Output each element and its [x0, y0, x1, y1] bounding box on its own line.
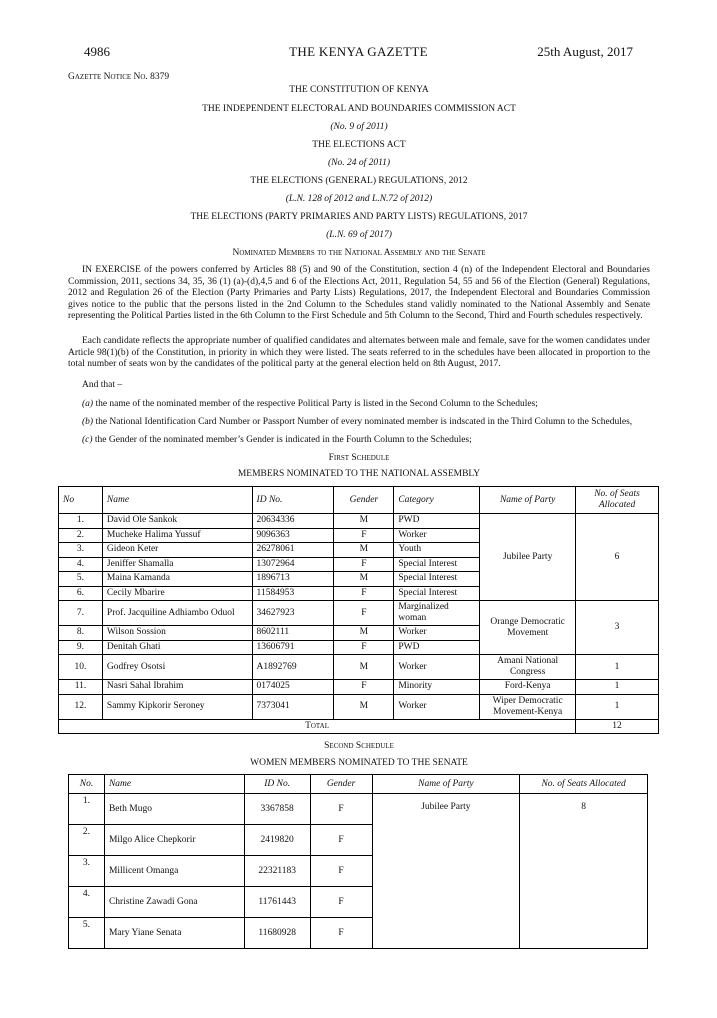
- party-name: Orange Democratic Movement: [480, 601, 576, 655]
- id-number: 2419820: [244, 825, 310, 856]
- member-name: Gideon Keter: [102, 543, 252, 558]
- list-item-a: [82, 398, 650, 410]
- category: Special Interest: [394, 557, 480, 572]
- column-header: No. of Seats Allocated: [576, 487, 659, 514]
- second-schedule-label: Second Schedule: [324, 741, 394, 751]
- category: Minority: [394, 680, 480, 695]
- heading-general-regulations-ln: (L.N. 128 of 2012 and L.N.72 of 2012): [285, 194, 433, 204]
- list-item-text: the Gender of the nominated member’s Gender is indicated in the Fourth Column to the Schedules;: [94, 435, 472, 445]
- gender: F: [334, 640, 394, 655]
- gender: F: [310, 825, 372, 856]
- member-name: Mucheke Halima Yussuf: [102, 528, 252, 543]
- column-header: Category: [394, 487, 480, 514]
- heading-constitution: THE CONSTITUTION OF KENYA: [289, 85, 429, 95]
- row-number: 12.: [59, 694, 103, 719]
- id-number: 8602111: [252, 626, 334, 641]
- category: Marginalized woman: [394, 601, 480, 626]
- paragraph-each-candidate: Each candidate reflects the appropriate number of qualified candidates and alternates between male and female, save for the women candidates under Article 98(1)(b) of the Constitution, in priority in which they were listed. The seats referred to in the schedules have been allocated in proportion to the total number of seats won by the candidates of the political party at the general election held on 8th August, 2017.: [68, 336, 650, 370]
- party-name: Jubilee Party: [372, 794, 520, 949]
- gender: M: [334, 626, 394, 641]
- row-number: 8.: [59, 626, 103, 641]
- row-number: 11.: [59, 680, 103, 695]
- gender: F: [310, 887, 372, 918]
- table-header-row: [59, 487, 659, 514]
- seats-allocated: 6: [576, 514, 659, 601]
- table-row: [59, 694, 659, 719]
- seats-allocated: 3: [576, 601, 659, 655]
- party-name: Ford-Kenya: [480, 680, 576, 695]
- first-schedule-label: First Schedule: [328, 453, 390, 463]
- id-number: 34627923: [252, 601, 334, 626]
- member-name: Mary Yiane Senata: [104, 918, 244, 949]
- national-assembly-table: [58, 486, 659, 734]
- gender: F: [310, 918, 372, 949]
- column-header: Name of Party: [480, 487, 576, 514]
- member-name: Jeniffer Shamalla: [102, 557, 252, 572]
- table-row: [59, 601, 659, 626]
- list-item-c: [82, 434, 650, 446]
- category: Youth: [394, 543, 480, 558]
- category: Special Interest: [394, 586, 480, 601]
- gender: F: [310, 856, 372, 887]
- paragraph-and-that: And that –: [82, 380, 123, 390]
- member-name: Denitah Ghati: [102, 640, 252, 655]
- gender: F: [334, 528, 394, 543]
- paragraph-in-exercise: IN EXERCISE of the powers conferred by Articles 88 (5) and 90 of the Constitution, section 4 (n) of the Independent Electoral and Boundaries Commission, 2011, sections 34, 35, 36 (1) (a)-(d),4,5 and 6 of the Elections Act, 2011, Regulation 54, 55 and 56 of the Election (General) Regulations, 2012 and Regulation 26 of the Election (Party Primaries and Party Lists) Regulations, 2017, the Independent Electoral and Boundaries Commission gives notice to the public that the persons listed in the 2nd Column to the Schedules stand validly nominated to the National Assembly and Senate representing the Political Parties listed in the 6th Column to the First Schedule and 5th Column to the Second, Third and Fourth schedules respectively.: [68, 265, 650, 322]
- row-number: 3.: [69, 856, 105, 887]
- column-header: No: [59, 487, 103, 514]
- category: Worker: [394, 694, 480, 719]
- seats-allocated: 8: [520, 794, 648, 949]
- gender: M: [334, 572, 394, 587]
- id-number: 11680928: [244, 918, 310, 949]
- second-schedule-title: WOMEN MEMBERS NOMINATED TO THE SENATE: [250, 758, 468, 768]
- row-number: 3.: [59, 543, 103, 558]
- table-header-row: [69, 775, 648, 794]
- row-number: 5.: [59, 572, 103, 587]
- gender: F: [310, 794, 372, 825]
- list-item-text: the National Identification Card Number or Passport Number of every nominated member is indscated in the Third Column to the Schedules,: [95, 417, 633, 427]
- category: PWD: [394, 640, 480, 655]
- gender: F: [334, 680, 394, 695]
- heading-party-primaries-ln: (L.N. 69 of 2017): [326, 230, 392, 240]
- id-number: A1892769: [252, 655, 334, 680]
- id-number: 9096363: [252, 528, 334, 543]
- member-name: Christine Zawadi Gona: [104, 887, 244, 918]
- column-header: ID No.: [244, 775, 310, 794]
- id-number: 26278061: [252, 543, 334, 558]
- table-row: [59, 514, 659, 529]
- seats-allocated: 1: [576, 694, 659, 719]
- table-row: [59, 680, 659, 695]
- column-header: Gender: [310, 775, 372, 794]
- page-number: 4986: [84, 44, 110, 59]
- gender: F: [334, 586, 394, 601]
- id-number: 13072964: [252, 557, 334, 572]
- member-name: Cecily Mbarire: [102, 586, 252, 601]
- list-item-b: [82, 416, 650, 428]
- seats-allocated: 1: [576, 655, 659, 680]
- party-name: Wiper Democratic Movement-Kenya: [480, 694, 576, 719]
- column-header: ID No.: [252, 487, 334, 514]
- column-header: Name: [104, 775, 244, 794]
- row-number: 10.: [59, 655, 103, 680]
- gazette-date: 25th August, 2017: [537, 44, 633, 59]
- total-label: Total: [59, 719, 576, 734]
- senate-table: [68, 774, 648, 949]
- category: Worker: [394, 528, 480, 543]
- column-header: No.: [69, 775, 105, 794]
- row-number: 1.: [59, 514, 103, 529]
- gazette-title: THE KENYA GAZETTE: [289, 44, 428, 59]
- category: Worker: [394, 655, 480, 680]
- row-number: 1.: [69, 794, 105, 825]
- member-name: Sammy Kipkorir Seroney: [102, 694, 252, 719]
- id-number: 11761443: [244, 887, 310, 918]
- row-number: 4.: [69, 887, 105, 918]
- row-number: 6.: [59, 586, 103, 601]
- member-name: Wilson Sossion: [102, 626, 252, 641]
- total-value: 12: [576, 719, 659, 734]
- row-number: 2.: [69, 825, 105, 856]
- heading-iebc-act-no: (No. 9 of 2011): [330, 122, 388, 132]
- heading-elections-act-no: (No. 24 of 2011): [327, 158, 391, 168]
- heading-general-regulations: THE ELECTIONS (GENERAL) REGULATIONS, 2012: [250, 176, 468, 186]
- row-number: 2.: [59, 528, 103, 543]
- member-name: Nasri Sahal Ibrahim: [102, 680, 252, 695]
- id-number: 0174025: [252, 680, 334, 695]
- list-item-label: (b): [82, 417, 94, 427]
- row-number: 7.: [59, 601, 103, 626]
- member-name: Prof. Jacquiline Adhiambo Oduol: [102, 601, 252, 626]
- table-row: [59, 655, 659, 680]
- notice-subject: Nominated Members to the National Assembly and the Senate: [232, 248, 486, 258]
- seats-allocated: 1: [576, 680, 659, 695]
- table-row: [69, 794, 648, 825]
- first-schedule-title: MEMBERS NOMINATED TO THE NATIONAL ASSEMBLY: [237, 469, 481, 479]
- gazette-notice-number: Gazette Notice No. 8379: [68, 72, 170, 82]
- heading-elections-act: THE ELECTIONS ACT: [312, 140, 406, 150]
- heading-party-primaries-regulations: THE ELECTIONS (PARTY PRIMARIES AND PARTY LISTS) REGULATIONS, 2017: [190, 212, 528, 222]
- party-name: Amani National Congress: [480, 655, 576, 680]
- id-number: 7373041: [252, 694, 334, 719]
- id-number: 22321183: [244, 856, 310, 887]
- gender: M: [334, 514, 394, 529]
- category: Worker: [394, 626, 480, 641]
- id-number: 11584953: [252, 586, 334, 601]
- id-number: 3367858: [244, 794, 310, 825]
- row-number: 5.: [69, 918, 105, 949]
- row-number: 9.: [59, 640, 103, 655]
- column-header: No. of Seats Allocated: [520, 775, 648, 794]
- member-name: David Ole Sankok: [102, 514, 252, 529]
- gender: M: [334, 655, 394, 680]
- gender: F: [334, 557, 394, 572]
- column-header: Name of Party: [372, 775, 520, 794]
- id-number: 20634336: [252, 514, 334, 529]
- member-name: Godfrey Osotsi: [102, 655, 252, 680]
- column-header: Gender: [334, 487, 394, 514]
- member-name: Beth Mugo: [104, 794, 244, 825]
- category: Special Interest: [394, 572, 480, 587]
- category: PWD: [394, 514, 480, 529]
- member-name: Maina Kamanda: [102, 572, 252, 587]
- heading-iebc-act: THE INDEPENDENT ELECTORAL AND BOUNDARIES COMMISSION ACT: [202, 104, 516, 114]
- party-name: Jubilee Party: [480, 514, 576, 601]
- list-item-text: the name of the nominated member of the respective Political Party is listed in the Second Column to the Schedules;: [95, 399, 538, 409]
- member-name: Milgo Alice Chepkorir: [104, 825, 244, 856]
- id-number: 13606791: [252, 640, 334, 655]
- list-item-label: (c): [82, 435, 93, 445]
- member-name: Millicent Omanga: [104, 856, 244, 887]
- list-item-label: (a): [82, 399, 94, 409]
- row-number: 4.: [59, 557, 103, 572]
- gender: M: [334, 694, 394, 719]
- gender: F: [334, 601, 394, 626]
- id-number: 1896713: [252, 572, 334, 587]
- column-header: Name: [102, 487, 252, 514]
- total-row: [59, 719, 659, 734]
- gender: M: [334, 543, 394, 558]
